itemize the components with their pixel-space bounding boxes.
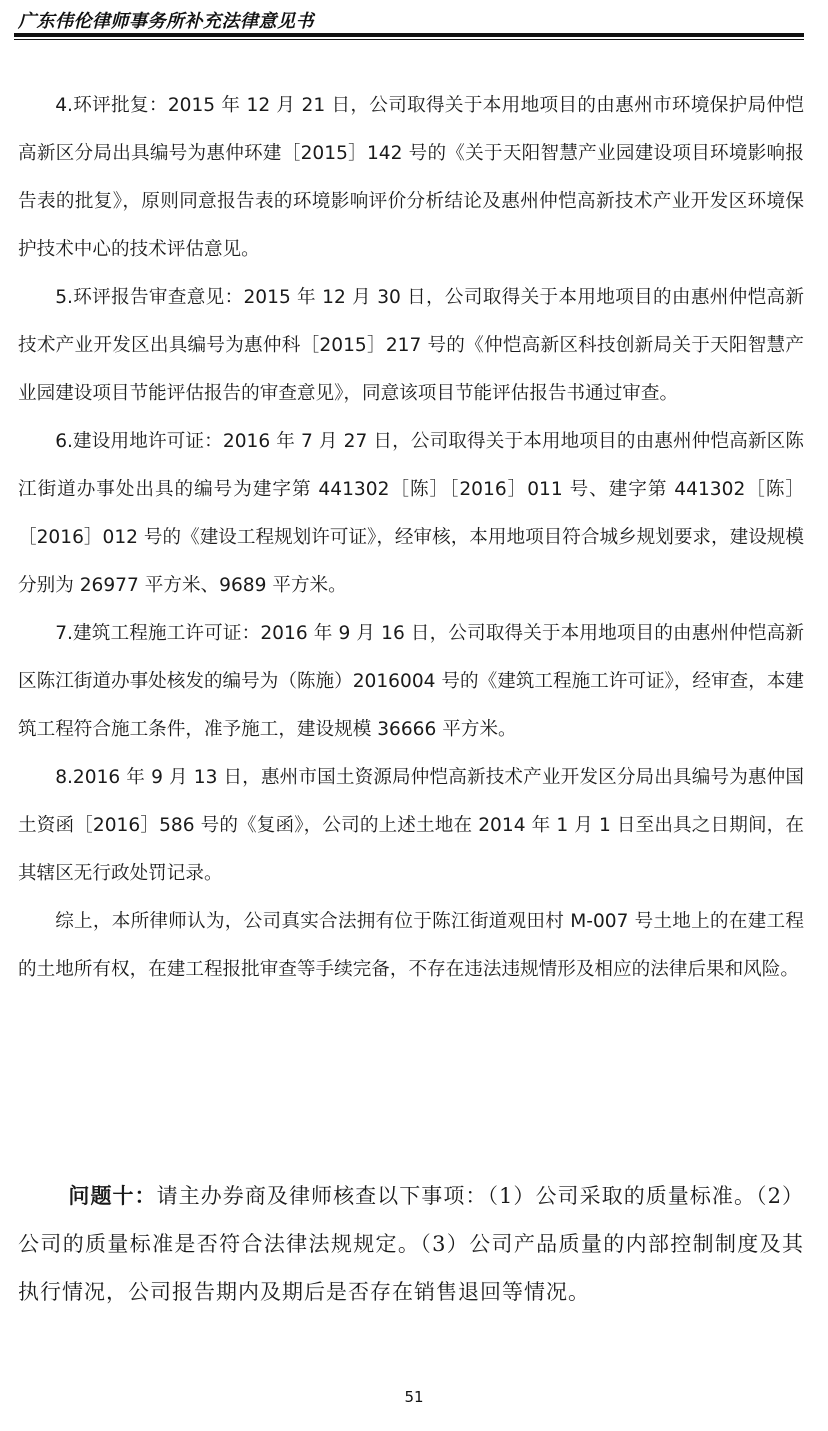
question-label: 问题十： <box>68 1184 157 1208</box>
header-title: 广东伟伦律师事务所补充法律意见书 <box>18 11 314 32</box>
paragraph-item-6: 6.建设用地许可证：2016 年 7 月 27 日，公司取得关于本用地项目的由惠州仲恺高新区陈江街道办事处出具的编号为建字第 441302［陈］［2016］011 号、建字第 441302［陈］［2016］012 号的《建设工程规划许可证》，经审核，本用地项目符合城乡规划要求，建设规模分别为 26977 平方米、9689 平方米。 <box>18 431 804 596</box>
paragraph-item-4: 4.环评批复：2015 年 12 月 21 日，公司取得关于本用地项目的由惠州市环境保护局仲恺高新区分局出具编号为惠仲环建［2015］142 号的《关于天阳智慧产业园建设项目环境影响报告表的批复》，原则同意报告表的环境影响评价分析结论及惠州仲恺高新技术产业开发区环境保护技术中心的技术评估意见。 <box>18 95 804 260</box>
body-content <box>18 82 804 994</box>
paragraph-item-7: 7.建筑工程施工许可证：2016 年 9 月 16 日，公司取得关于本用地项目的由惠州仲恺高新区陈江街道办事处核发的编号为（陈施）2016004 号的《建筑工程施工许可证》，经审查，本建筑工程符合施工条件，准予施工，建设规模 36666 平方米。 <box>18 623 804 740</box>
question-text: 请主办券商及律师核查以下事项：（1）公司采取的质量标准。（2）公司的质量标准是否符合法律法规规定。（3）公司产品质量的内部控制制度及其执行情况，公司报告期内及期后是否存在销售退回等情况。 <box>18 1184 804 1304</box>
question-ten <box>18 1172 804 1316</box>
paragraph-item-5: 5.环评报告审查意见：2015 年 12 月 30 日，公司取得关于本用地项目的由惠州仲恺高新技术产业开发区出具编号为惠仲科［2015］217 号的《仲恺高新区科技创新局关于天阳智慧产业园建设项目节能评估报告的审查意见》，同意该项目节能评估报告书通过审查。 <box>18 287 804 404</box>
page-header <box>0 0 828 52</box>
page-number: 51 <box>404 1388 424 1406</box>
header-rule-thin <box>14 39 804 40</box>
paragraph-conclusion: 综上，本所律师认为，公司真实合法拥有位于陈江街道观田村 M-007 号土地上的在建工程的土地所有权，在建工程报批审查等手续完备，不存在违法违规情形及相应的法律后果和风险。 <box>18 911 804 980</box>
header-rule-thick <box>14 33 804 37</box>
paragraph-item-8: 8.2016 年 9 月 13 日，惠州市国土资源局仲恺高新技术产业开发区分局出具编号为惠仲国土资函［2016］586 号的《复函》，公司的上述土地在 2014 年 1 月 1 日至出具之日期间，在其辖区无行政处罚记录。 <box>18 767 804 884</box>
